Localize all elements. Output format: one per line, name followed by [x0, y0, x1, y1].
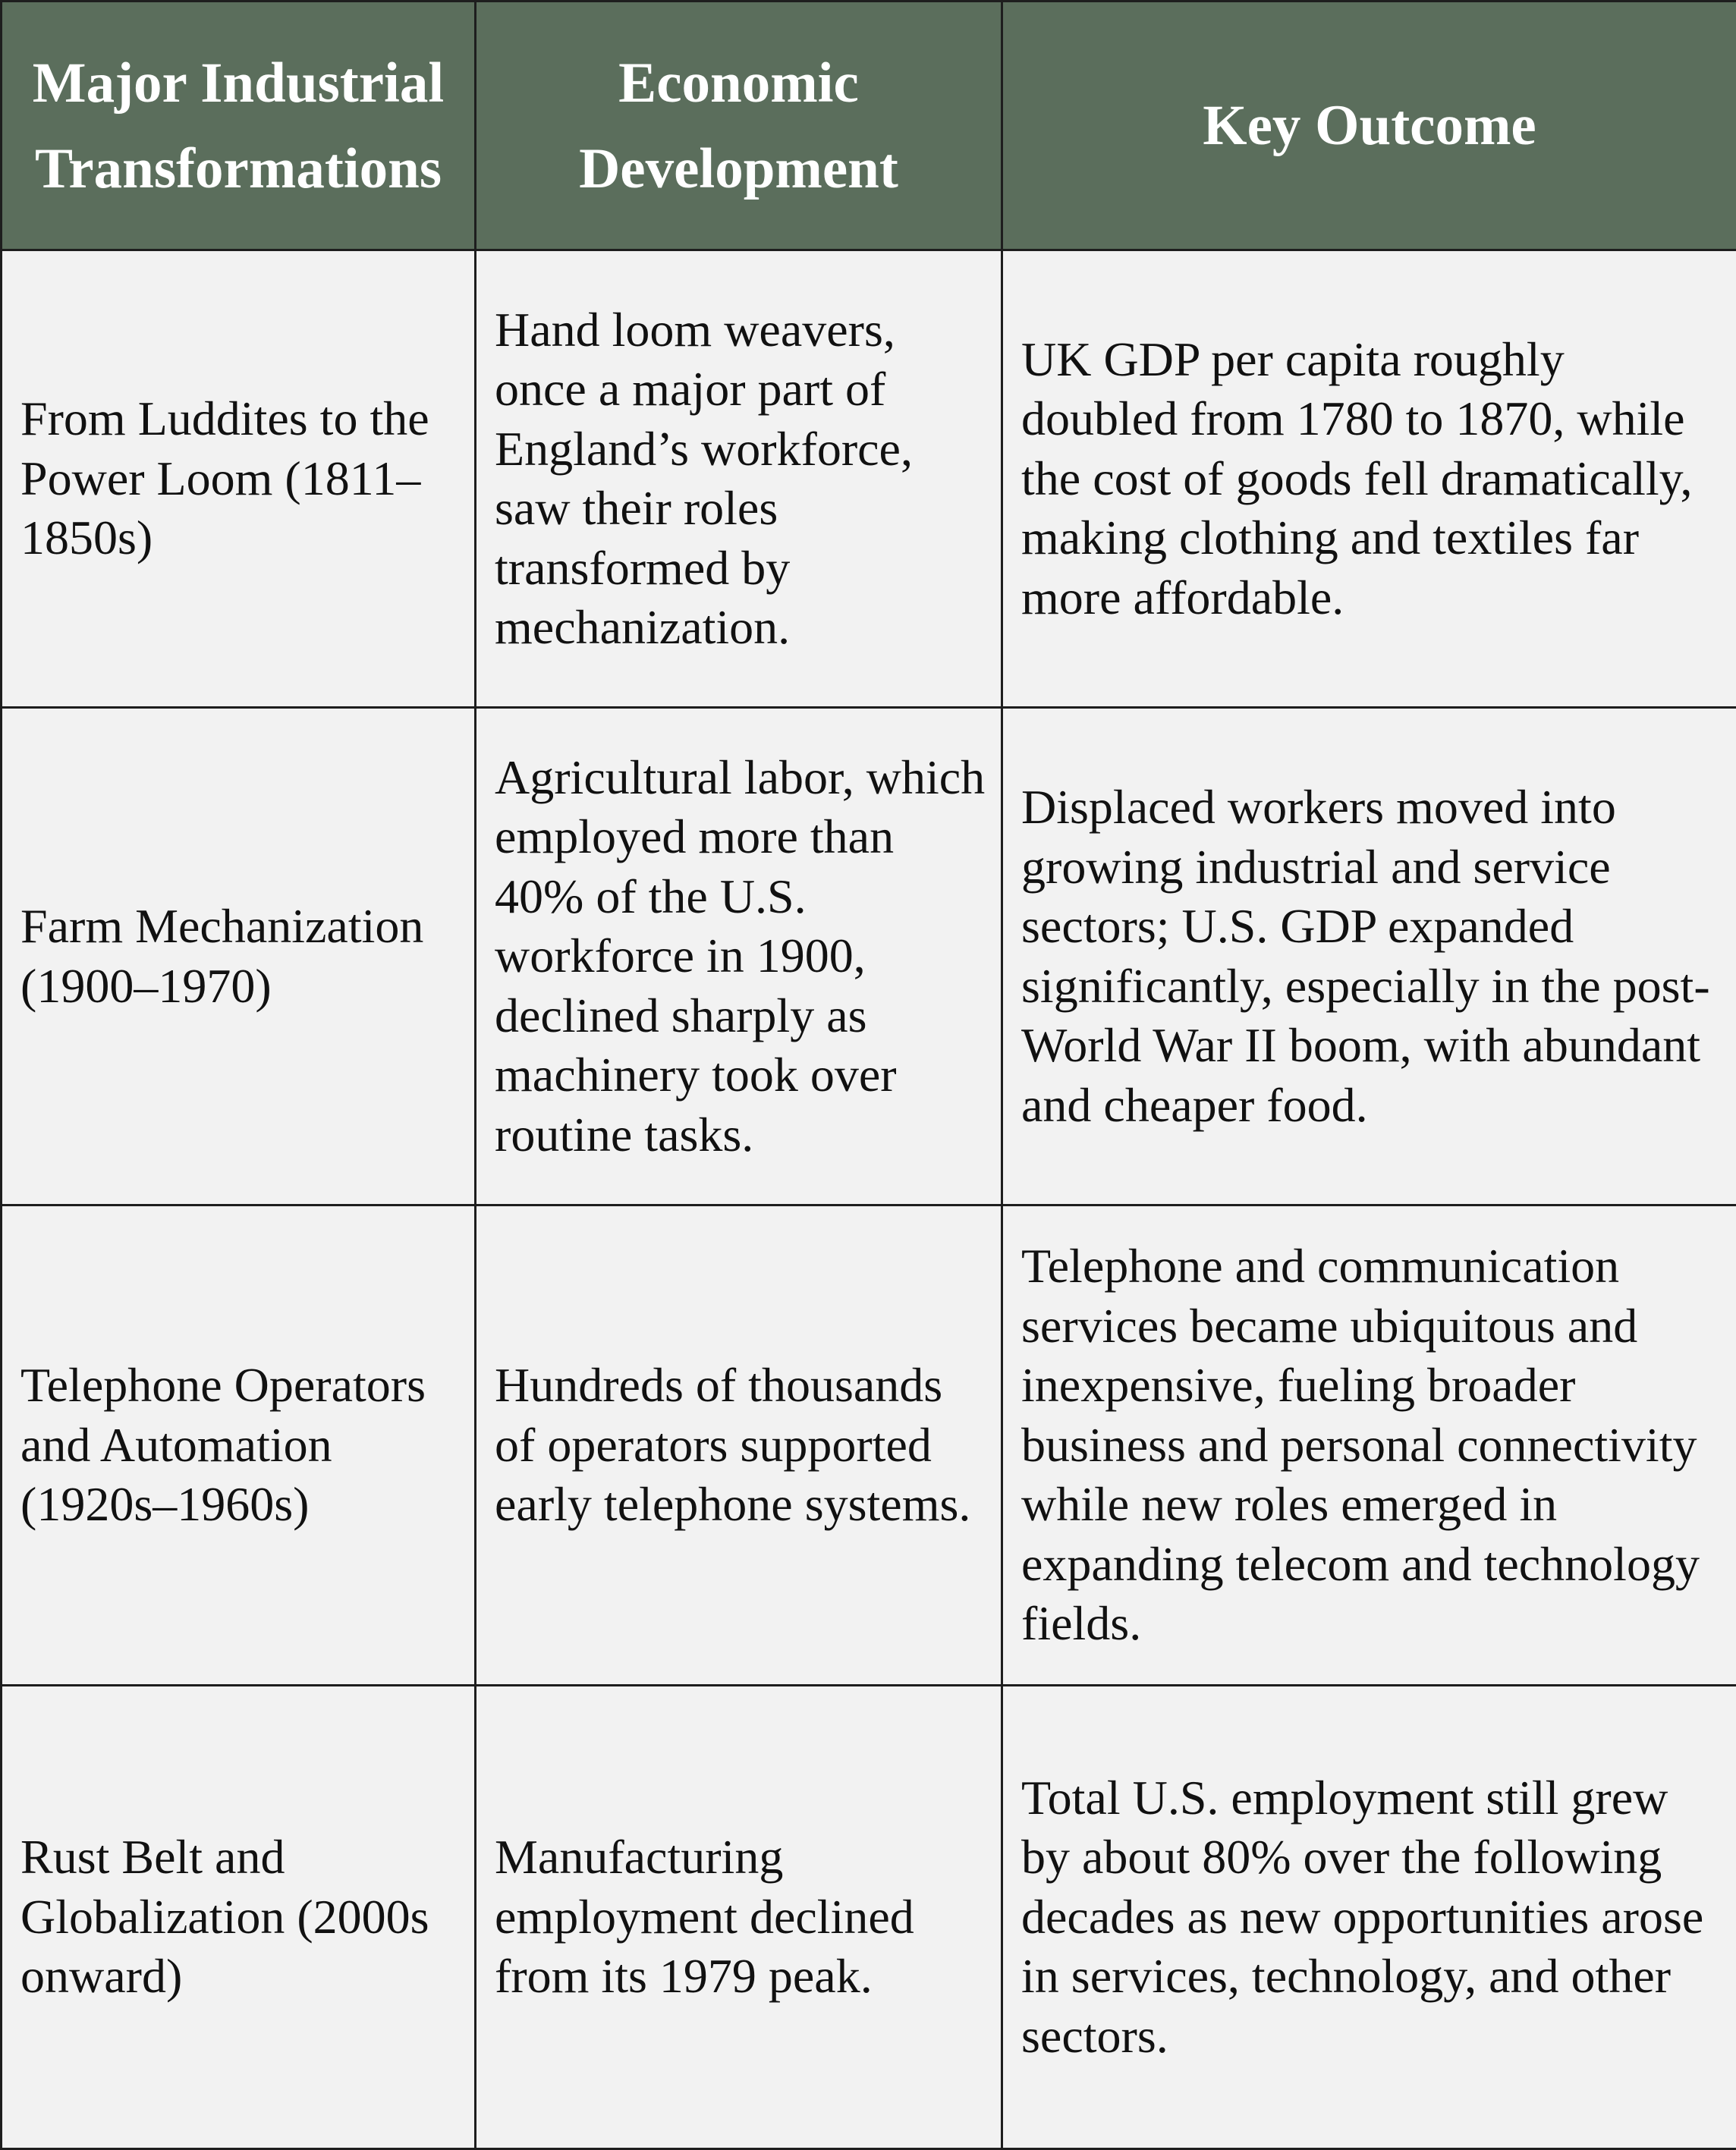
table-row	[2, 1205, 1736, 1686]
transformation-cell: From Luddites to the Power Loom (1811–1850s)	[2, 250, 476, 708]
outcome-cell: Total U.S. employment still grew by about 80% over the following decades as new opportunities arose in services, technology, and other sectors.	[1002, 1686, 1736, 2149]
development-cell: Manufacturing employment declined from its 1979 peak.	[476, 1686, 1002, 2149]
table-row	[2, 1686, 1736, 2149]
outcome-cell: Telephone and communication services became ubiquitous and inexpensive, fueling broader business and personal connectivity while new roles emerged in expanding telecom and technology fields.	[1002, 1205, 1736, 1686]
table-row	[2, 708, 1736, 1205]
development-cell: Hand loom weavers, once a major part of England’s workforce, saw their roles transformed by mechanization.	[476, 250, 1002, 708]
outcome-cell: UK GDP per capita roughly doubled from 1780 to 1870, while the cost of goods fell dramatically, making clothing and textiles far more affordable.	[1002, 250, 1736, 708]
column-header-key-outcome: Key Outcome	[1002, 2, 1736, 250]
transformation-cell: Telephone Operators and Automation (1920s–1960s)	[2, 1205, 476, 1686]
development-cell: Hundreds of thousands of operators supported early telephone systems.	[476, 1205, 1002, 1686]
table-header-row	[2, 2, 1736, 250]
development-cell: Agricultural labor, which employed more than 40% of the U.S. workforce in 1900, declined sharply as machinery took over routine tasks.	[476, 708, 1002, 1205]
table-row	[2, 250, 1736, 708]
column-header-economic-development: Economic Development	[476, 2, 1002, 250]
transformation-cell: Farm Mechanization (1900–1970)	[2, 708, 476, 1205]
column-header-transformations: Major Industrial Transformations	[2, 2, 476, 250]
transformation-cell: Rust Belt and Globalization (2000s onward)	[2, 1686, 476, 2149]
outcome-cell: Displaced workers moved into growing industrial and service sectors; U.S. GDP expanded significantly, especially in the post-World War II boom, with abundant and cheaper food.	[1002, 708, 1736, 1205]
